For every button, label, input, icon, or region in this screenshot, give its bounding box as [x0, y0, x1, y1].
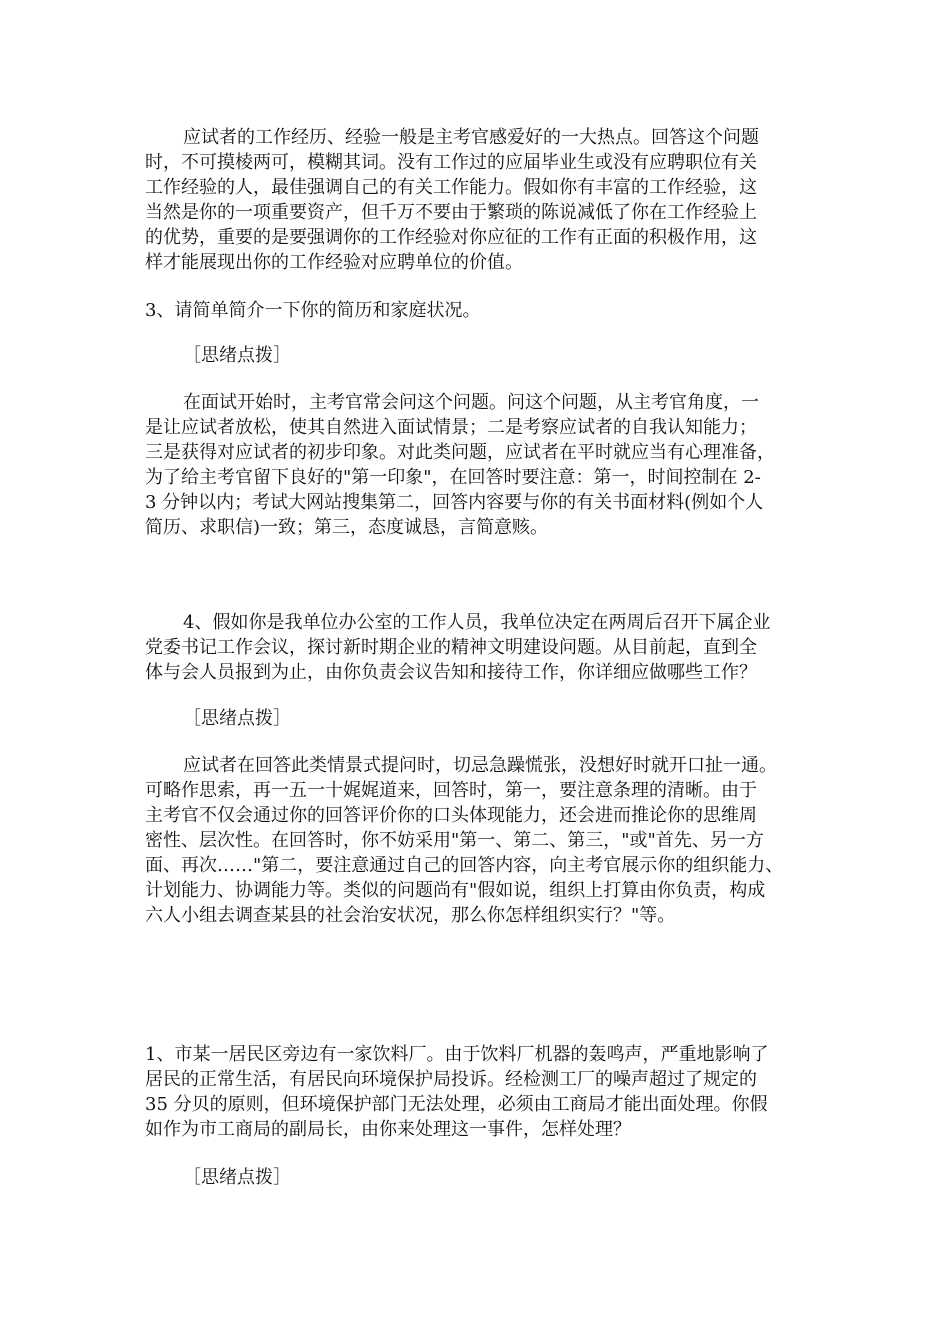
- question-4: [145, 610, 815, 685]
- text-line: 样才能展现出你的工作经验对应聘单位的价值。: [145, 252, 523, 273]
- text-line: 计划能力、协调能力等。类似的问题尚有"假如说，组织上打算由你负责，构成: [145, 880, 766, 901]
- question-text: 3、请简单简介一下你的简历和家庭状况。: [145, 300, 481, 321]
- hint-label: ［思绪点拨］: [183, 345, 291, 366]
- hint-label: ［思绪点拨］: [183, 1167, 291, 1188]
- text-line: 应试者的工作经历、经验一般是主考官感爱好的一大热点。回答这个问题: [183, 127, 759, 148]
- question-text: 1、市某一居民区旁边有一家饮料厂。由于饮料厂机器的轰鸣声，严重地影响了: [145, 1044, 769, 1065]
- text-line: 的优势，重要的是要强调你的工作经验对你应征的工作有正面的积极作用，这: [145, 227, 757, 248]
- text-line: 可略作思索，再一五一十娓娓道来，回答时，第一，要注意条理的清晰。由于: [145, 780, 757, 801]
- text-line: 是让应试者放松，使其自然进入面试情景；二是考察应试者的自我认知能力；: [145, 417, 757, 438]
- question-text: 居民的正常生活，有居民向环境保护局投诉。经检测工厂的噪声超过了规定的: [145, 1069, 757, 1090]
- hint-label: ［思绪点拨］: [183, 708, 291, 729]
- question-text: 党委书记工作会议，探讨新时期企业的精神文明建设问题。从目前起，直到全: [145, 637, 757, 658]
- question-text: 如作为市工商局的副局长，由你来处理这一事件，怎样处理？: [145, 1119, 631, 1140]
- question-text: 4、假如你是我单位办公室的工作人员，我单位决定在两周后召开下属企业: [183, 612, 771, 633]
- text-line: 简历、求职信)一致；第三，态度诚恳，言简意赅。: [145, 517, 549, 538]
- text-line: 3 分钟以内；考试大网站搜集第二，回答内容要与你的有关书面材料(例如个人: [145, 492, 764, 513]
- text-line: 主考官不仅会通过你的回答评价你的口头体现能力，还会进而推论你的思维周: [145, 805, 757, 826]
- text-line: 时，不可摸棱两可，模糊其词。没有工作过的应届毕业生或没有应聘职位有关: [145, 152, 757, 173]
- paragraph-situational-question: [145, 753, 815, 928]
- hint-heading: [145, 706, 815, 731]
- paragraph-self-introduction: [145, 390, 815, 540]
- text-line: 六人小组去调查某县的社会治安状况，那么你怎样组织实行？"等。: [145, 905, 676, 926]
- text-line: 应试者在回答此类情景式提问时，切忌急躁慌张，没想好时就开口扯一通。: [183, 755, 777, 776]
- question-1: [145, 1042, 815, 1142]
- hint-heading: [145, 1165, 815, 1190]
- question-text: 体与会人员报到为止，由你负责会议告知和接待工作，你详细应做哪些工作？: [145, 662, 757, 683]
- text-line: 三是获得对应试者的初步印象。对此类问题，应试者在平时就应当有心理准备，: [145, 442, 775, 463]
- question-text: 35 分贝的原则，但环境保护部门无法处理，必须由工商局才能出面处理。你假: [145, 1094, 768, 1115]
- text-line: 面、再次……"第二，要注意通过自己的回答内容，向主考官展示你的组织能力、: [145, 855, 784, 876]
- question-3: [145, 298, 815, 323]
- paragraph-work-experience: [145, 125, 815, 275]
- text-line: 工作经验的人，最佳强调自己的有关工作能力。假如你有丰富的工作经验，这: [145, 177, 757, 198]
- hint-heading: [145, 343, 815, 368]
- text-line: 为了给主考官留下良好的"第一印象"，在回答时要注意：第一，时间控制在 2-: [145, 467, 761, 488]
- text-line: 密性、层次性。在回答时，你不妨采用"第一、第二、第三，"或"首先、另一方: [145, 830, 764, 851]
- text-line: 在面试开始时，主考官常会问这个问题。问这个问题，从主考官角度，一: [183, 392, 759, 413]
- text-line: 当然是你的一项重要资产，但千万不要由于繁琐的陈说减低了你在工作经验上: [145, 202, 757, 223]
